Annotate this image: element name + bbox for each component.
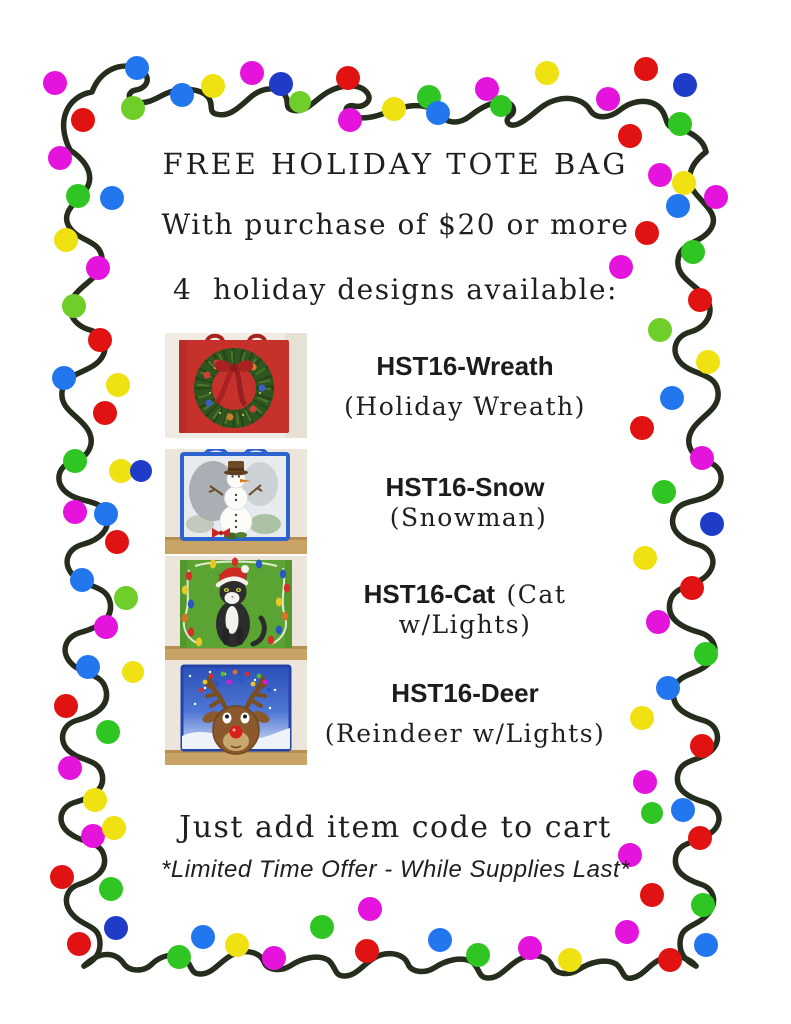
product-image-wreath: [165, 333, 307, 438]
product-code: HST16-Deer: [391, 677, 539, 708]
product-name: (Reindeer w/Lights): [324, 718, 606, 748]
product-image-cat: [165, 556, 307, 661]
product-row-deer: [165, 660, 623, 765]
subheadline: With purchase of $20 or more: [161, 208, 630, 241]
snowman-tote-photo: [165, 449, 307, 554]
reindeer-tote-photo: [165, 660, 307, 765]
cat-tote-photo: [165, 556, 307, 661]
product-image-snowman: [165, 449, 307, 554]
disclaimer-line: *Limited Time Offer - While Supplies Last*: [161, 856, 630, 883]
product-row-wreath: [165, 333, 623, 438]
headline: FREE HOLIDAY TOTE BAG: [162, 147, 629, 181]
product-name: (Snowman): [389, 502, 548, 532]
cta-line: Just add item code to cart: [179, 810, 612, 845]
designs-line: 4 holiday designs available:: [173, 273, 618, 306]
product-name: (Holiday Wreath): [344, 391, 586, 421]
product-row-snow: [165, 449, 623, 554]
product-code: HST16-Wreath: [376, 350, 554, 381]
wreath-tote-photo: [165, 333, 307, 438]
product-code: HST16-Snow: [385, 471, 545, 502]
product-code: HST16-Cat: [363, 578, 496, 609]
product-image-deer: [165, 660, 307, 765]
product-name: (Cat w/Lights): [398, 579, 567, 639]
product-row-cat: [165, 556, 623, 661]
